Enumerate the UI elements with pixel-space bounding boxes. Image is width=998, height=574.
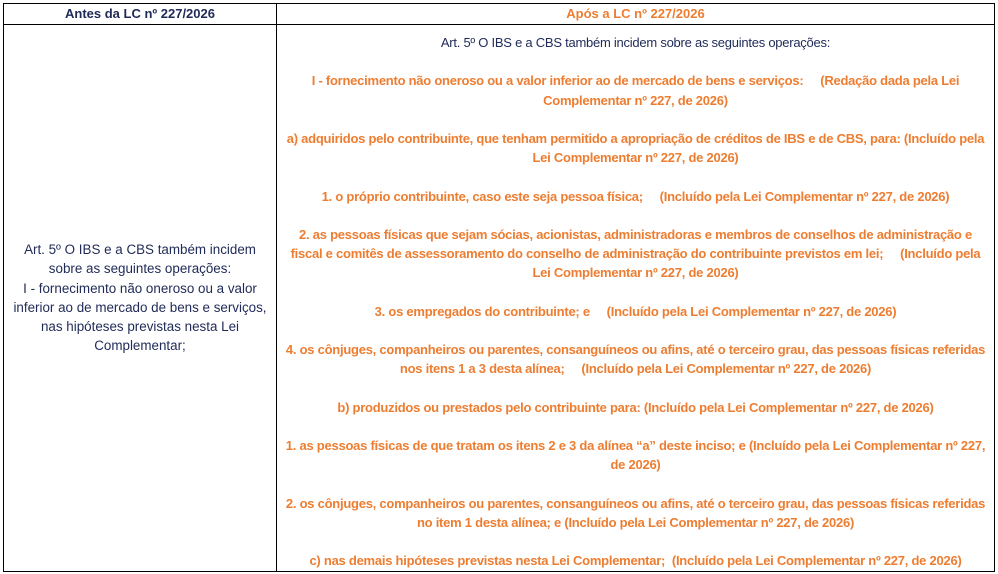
paragraph-text: 1. o próprio contribuinte, caso este seja pessoa física; xyxy=(321,188,643,204)
paragraph-text: 1. as pessoas físicas de que tratam os itens 2 e 3 da alínea “a” deste inciso; e xyxy=(285,438,746,454)
after-paragraph-a-item-4 xyxy=(283,340,988,378)
after-paragraph-inciso-i xyxy=(283,71,988,109)
header-after: Após a LC nº 227/2026 xyxy=(277,4,995,25)
content-row xyxy=(4,25,995,572)
paragraph-note: (Incluído pela Lei Complementar nº 227, de 2026) xyxy=(606,303,897,319)
after-paragraph-a-item-1 xyxy=(283,187,988,206)
comparison-table xyxy=(3,3,995,572)
paragraph-note: (Incluído pela Lei Complementar nº 227, de 2026) xyxy=(671,553,962,569)
paragraph-text: 2. as pessoas físicas que sejam sócias, acionistas, administradoras e membros de conselhos de administração e fiscal e comitês de assessoramento do conselho de administração do contribuinte previstos em lei; xyxy=(290,226,972,262)
paragraph-text: I - fornecimento não oneroso ou a valor inferior ao de mercado de bens e serviços: xyxy=(311,73,804,89)
paragraph-note: (Incluído pela Lei Complementar nº 227, de 2026) xyxy=(532,246,981,281)
after-paragraph-alinea-c xyxy=(283,551,988,570)
paragraph-text: b) produzidos ou prestados pelo contribuinte para: xyxy=(337,399,641,415)
paragraph-note: (Redação dada pela Lei Complementar nº 227, de 2026) xyxy=(543,73,960,108)
after-paragraph-a-item-2 xyxy=(283,225,988,283)
before-line-1: Art. 5º O IBS e a CBS também incidem sobre as seguintes operações: xyxy=(24,242,256,277)
before-cell xyxy=(4,25,277,572)
paragraph-text: 2. os cônjuges, companheiros ou parentes, consanguíneos ou afins, até o terceiro grau, das pessoas físicas referidas no item 1 desta alínea; e xyxy=(285,495,986,530)
paragraph-text: c) nas demais hipóteses previstas nesta Lei Complementar; xyxy=(309,553,666,569)
after-paragraph-a-item-3 xyxy=(283,302,988,321)
paragraph-note: (Incluído pela Lei Complementar nº 227, de 2026) xyxy=(581,361,872,377)
after-paragraph-b-item-1 xyxy=(283,436,988,474)
paragraph-note: (Incluído pela Lei Complementar nº 227, de 2026) xyxy=(659,188,950,204)
header-row xyxy=(4,4,995,25)
paragraph-text: 3. os empregados do contribuinte; e xyxy=(374,303,590,319)
after-intro: Art. 5º O IBS e a CBS também incidem sobre as seguintes operações: xyxy=(440,35,831,50)
paragraph-text: 4. os cônjuges, companheiros ou parentes, consanguíneos ou afins, até o terceiro grau, das pessoas físicas referidas nos itens 1 a 3 desta alínea; xyxy=(285,342,986,377)
after-paragraph-b-item-2 xyxy=(283,494,988,532)
paragraph-note: (Incluído pela Lei Complementar nº 227, de 2026) xyxy=(564,514,855,530)
after-paragraph-alinea-b xyxy=(283,398,988,417)
after-cell xyxy=(277,25,995,572)
after-paragraph-alinea-a xyxy=(283,129,988,167)
paragraph-note: (Incluído pela Lei Complementar nº 227, de 2026) xyxy=(643,399,934,415)
paragraph-note: (Incluído pela Lei Complementar nº 227, de 2026) xyxy=(610,438,986,473)
paragraph-text: a) adquiridos pelo contribuinte, que tenham permitido a apropriação de créditos de IBS e de CBS, para: xyxy=(286,130,901,146)
before-line-2: I - fornecimento não oneroso ou a valor inferior ao de mercado de bens e serviços, nas hipóteses previstas nesta Lei Complementar; xyxy=(13,280,267,354)
header-before: Antes da LC nº 227/2026 xyxy=(4,4,277,25)
paragraph-note: (Incluído pela Lei Complementar nº 227, de 2026) xyxy=(532,130,985,166)
